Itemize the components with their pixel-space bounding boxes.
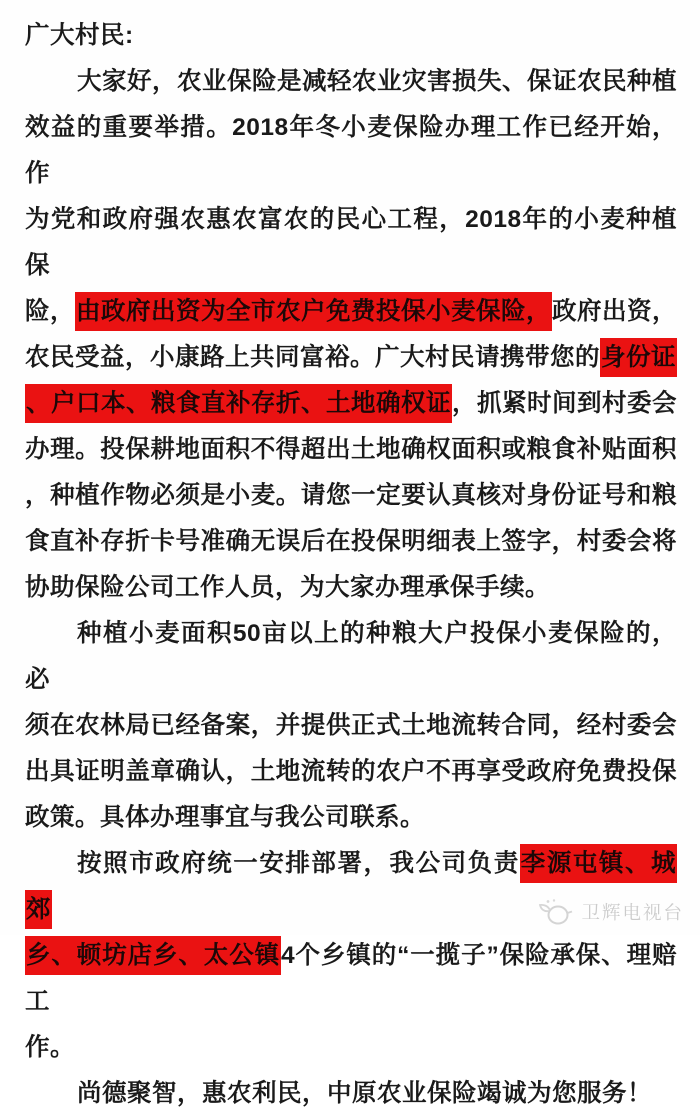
text-line (25, 795, 677, 841)
text-segment: 广大村民: (25, 22, 134, 49)
text-line (25, 427, 677, 473)
notice-text-body (25, 13, 677, 1117)
text-segment: 须在农林局已经备案，并提供正式土地流转合同，经村委会 (25, 712, 677, 739)
text-segment: 按照市政府统一安排部署，我公司负责 (77, 850, 520, 877)
tv-station-logo-icon (538, 898, 574, 926)
text-line (25, 473, 677, 519)
text-segment: 作。 (25, 1034, 75, 1061)
watermark-label: 卫辉电视台 (581, 902, 684, 923)
text-line (25, 105, 677, 197)
text-line (25, 289, 677, 335)
text-line (25, 749, 677, 795)
text-line (25, 335, 677, 381)
text-segment: 政策。具体办理事宜与我公司联系。 (25, 804, 425, 831)
weihui-tv-watermark (538, 898, 684, 926)
text-line (25, 565, 677, 611)
highlighted-text-segment: 身份证 (600, 338, 677, 377)
text-segment: ，抓紧时间到村委会 (452, 390, 677, 417)
text-segment: 尚德聚智，惠农利民，中原农业保险竭诚为您服务！ (77, 1080, 652, 1107)
text-segment: 农民受益，小康路上共同富裕。广大村民请携带您的 (25, 344, 600, 371)
highlighted-text-segment: 乡、顿坊店乡、太公镇 (25, 936, 281, 975)
text-line (25, 197, 677, 289)
text-segment: 办理。投保耕地面积不得超出土地确权面积或粮食补贴面积 (25, 436, 677, 463)
text-segment: 协助保险公司工作人员，为大家办理承保手续。 (25, 574, 550, 601)
text-line (25, 381, 677, 427)
text-line (25, 933, 677, 1025)
text-segment: 效益的重要举措。2018年冬小麦保险办理工作已经开始，作 (25, 114, 677, 187)
text-segment: ，种植作物必须是小麦。请您一定要认真核对身份证号和粮 (25, 482, 677, 509)
highlighted-text-segment: 、户口本、粮食直补存折、土地确权证 (25, 384, 452, 423)
text-line (25, 59, 677, 105)
text-segment: 种植小麦面积50亩以上的种粮大户投保小麦保险的，必 (25, 620, 677, 693)
text-segment: 政府出资， (552, 298, 677, 325)
text-line (25, 1071, 677, 1117)
text-line (25, 611, 677, 703)
text-line (25, 13, 677, 59)
text-line (25, 1025, 677, 1071)
text-segment: 大家好，农业保险是减轻农业灾害损失、保证农民种植 (77, 68, 677, 95)
text-segment: 险， (25, 298, 75, 325)
highlighted-text-segment: 由政府出资为全市农户免费投保小麦保险， (75, 292, 552, 331)
text-segment: 为党和政府强农惠农富农的民心工程，2018年的小麦种植保 (25, 206, 677, 279)
text-segment: 出具证明盖章确认，土地流转的农户不再享受政府免费投保 (25, 758, 677, 785)
text-line (25, 519, 677, 565)
highlighted-text-segment: 李源屯镇、城郊 (25, 844, 677, 929)
text-line (25, 703, 677, 749)
text-segment: 4个乡镇的“一揽子”保险承保、理赔工 (25, 942, 678, 1015)
text-segment: 食直补存折卡号准确无误后在投保明细表上签字，村委会将 (25, 528, 677, 555)
